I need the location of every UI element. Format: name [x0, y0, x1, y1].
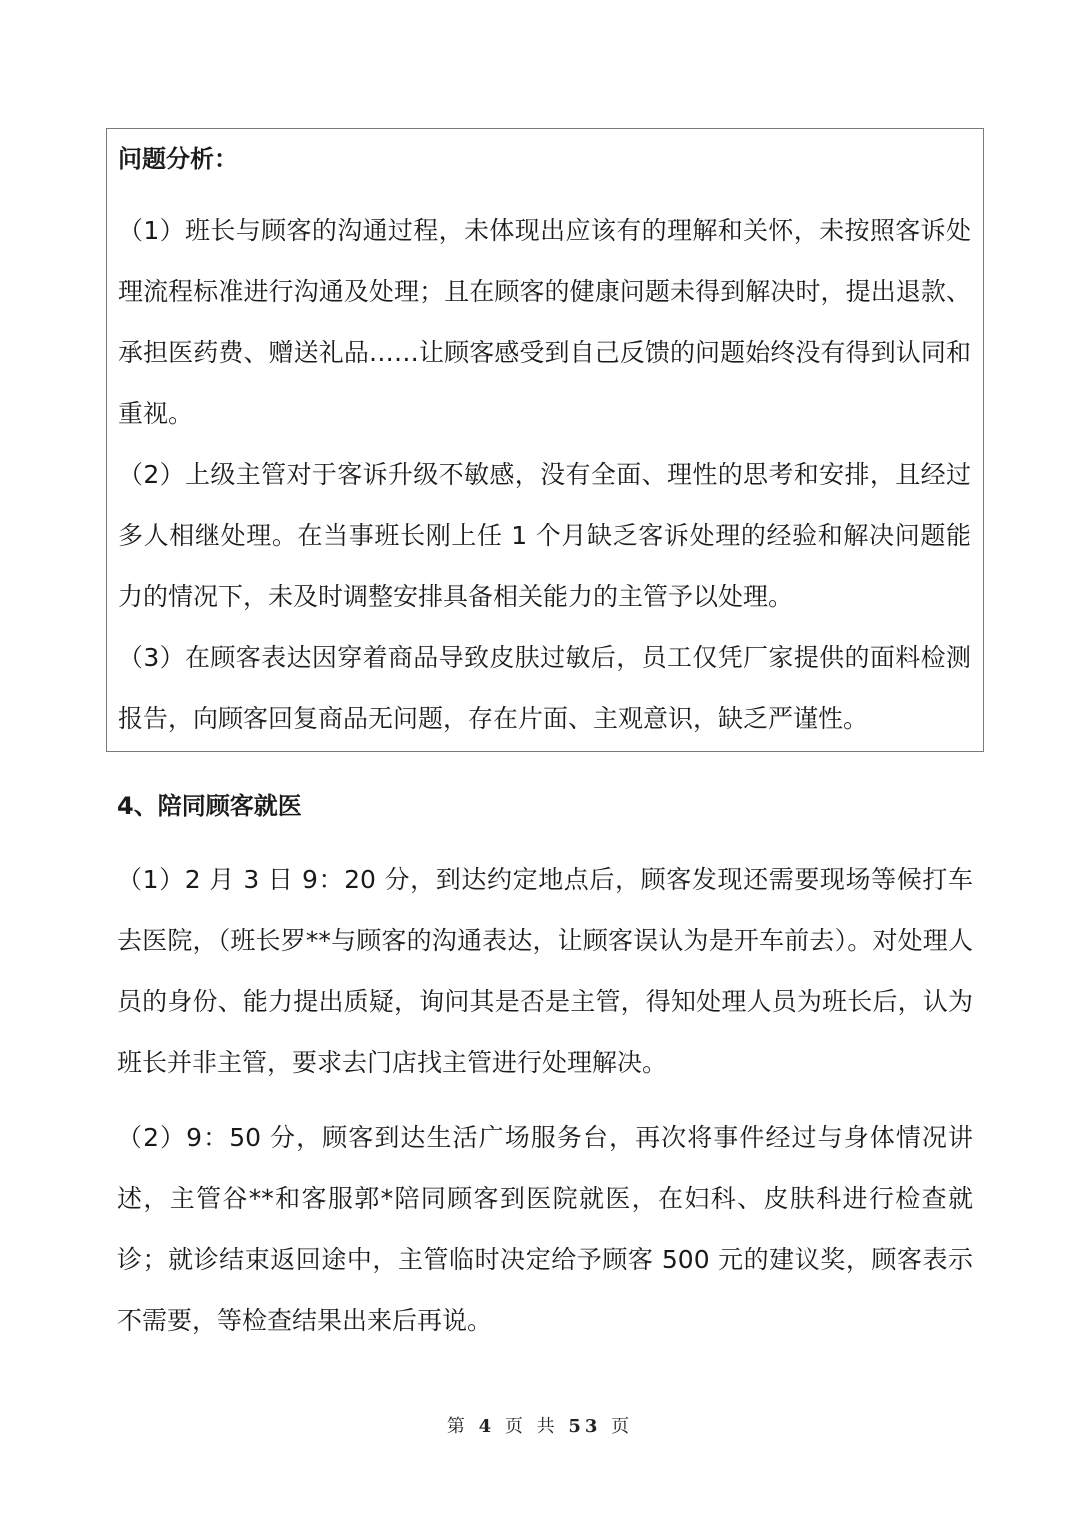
section-paragraph-1: （1）2 月 3 日 9：20 分，到达约定地点后，顾客发现还需要现场等候打车去医院，（班长罗**与顾客的沟通表达，让顾客误认为是开车前去）。对处理人员的身份、能力提出质疑，询问其是否是主管，得知处理人员为班长后，认为班长并非主管，要求去门店找主管进行处理解决。	[117, 865, 973, 1077]
section-heading: 4、陪同顾客就医	[117, 792, 302, 820]
page-footer	[0, 1412, 1080, 1442]
analysis-title: 问题分析：	[118, 145, 238, 173]
footer-middle: 页 共	[504, 1416, 559, 1437]
footer-prefix: 第	[446, 1416, 469, 1437]
footer-suffix: 页	[611, 1416, 634, 1437]
section-paragraph-2: （2）9：50 分，顾客到达生活广场服务台，再次将事件经过与身体情况讲述，主管谷**和客服郭*陪同顾客到医院就医，在妇科、皮肤科进行检查就诊；就诊结束返回途中，主管临时决定给予顾客 500 元的建议奖，顾客表示不需要，等检查结果出来后再说。	[117, 1123, 973, 1335]
problem-analysis-box	[106, 128, 984, 752]
total-page-number: 53	[568, 1416, 602, 1437]
analysis-paragraph-3: （3）在顾客表达因穿着商品导致皮肤过敏后，员工仅凭厂家提供的面料检测报告，向顾客回复商品无问题，存在片面、主观意识，缺乏严谨性。	[118, 643, 971, 733]
current-page-number: 4	[478, 1416, 496, 1437]
analysis-paragraph-2: （2）上级主管对于客诉升级不敏感，没有全面、理性的思考和安排，且经过多人相继处理。在当事班长刚上任 1 个月缺乏客诉处理的经验和解决问题能力的情况下，未及时调整安排具备相关能力的主管予以处理。	[118, 460, 971, 611]
analysis-paragraph-1: （1）班长与顾客的沟通过程，未体现出应该有的理解和关怀，未按照客诉处理流程标准进行沟通及处理；且在顾客的健康问题未得到解决时，提出退款、承担医药费、赠送礼品……让顾客感受到自己反馈的问题始终没有得到认同和重视。	[118, 216, 971, 428]
